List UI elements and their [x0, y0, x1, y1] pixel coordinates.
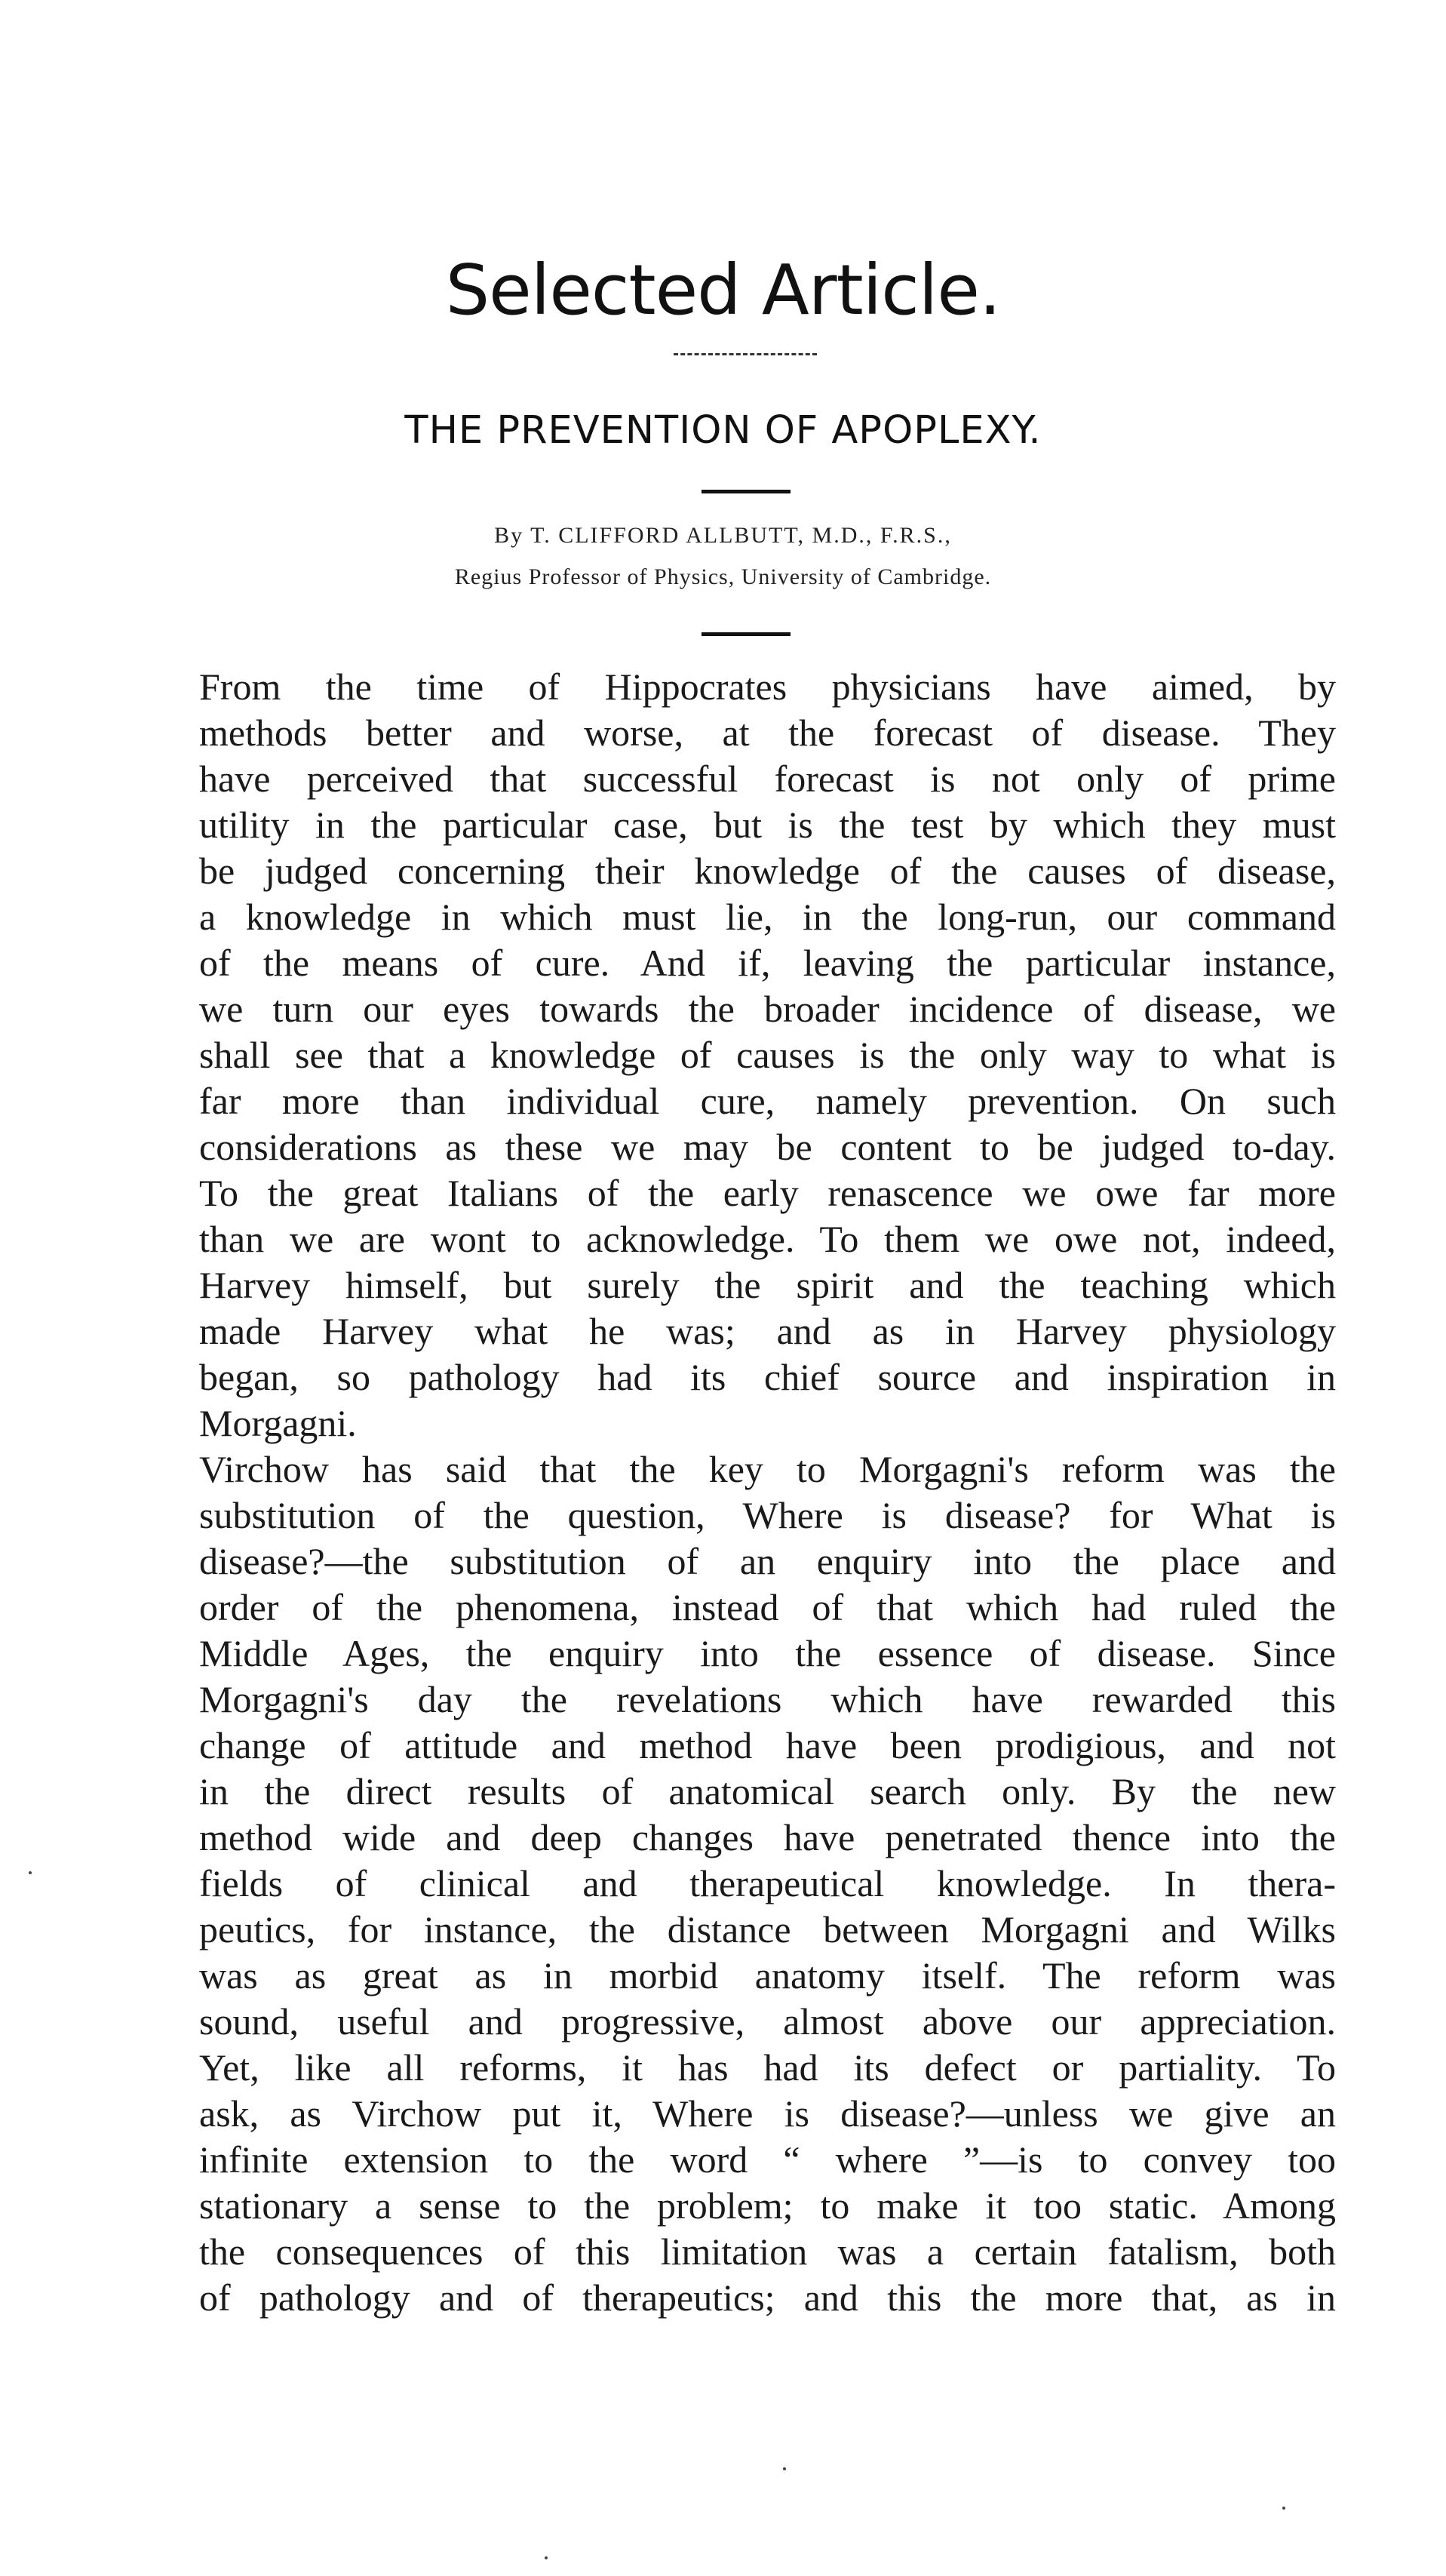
text-line: far more than individual cure, namely prevention. On such — [199, 1080, 1336, 1122]
text-line: have perceived that successful forecast is not only of prime — [199, 758, 1336, 800]
paragraph-2 — [148, 1446, 1336, 2321]
text-line: the consequences of this limitation was a certain fatalism, both — [199, 2230, 1336, 2273]
print-speck — [29, 1871, 32, 1874]
text-line: To the great Italians of the early renascence we owe far more — [199, 1172, 1336, 1214]
text-line: ask, as Virchow put it, Where is disease?—unless we give an — [199, 2092, 1336, 2135]
text-line: of pathology and of therapeutics; and this the more that, as in — [199, 2276, 1336, 2319]
text-line: From the time of Hippocrates physicians have aimed, by — [199, 666, 1336, 708]
text-line: method wide and deep changes have penetrated thence into the — [199, 1816, 1336, 1858]
paragraph-1 — [148, 664, 1336, 1446]
byline-rule — [702, 632, 791, 636]
text-line: sound, useful and progressive, almost above our appreciation. — [199, 2000, 1336, 2043]
author-byline: By T. CLIFFORD ALLBUTT, M.D., F.R.S., — [494, 523, 952, 548]
print-speck — [545, 2556, 548, 2559]
text-line: change of attitude and method have been prodigious, and not — [199, 1724, 1336, 1766]
text-line: Virchow has said that the key to Morgagni's reform was the — [199, 1448, 1336, 1490]
text-line: a knowledge in which must lie, in the long-run, our command — [199, 896, 1336, 938]
text-line: infinite extension to the word “ where ”—is to convey too — [199, 2138, 1336, 2181]
text-line: considerations as these we may be content to be judged to-day. — [199, 1126, 1336, 1168]
text-line: was as great as in morbid anatomy itself. The reform was — [199, 1954, 1336, 1997]
text-line: Morgagni. — [199, 1402, 357, 1444]
text-line: of the means of cure. And if, leaving the particular instance, — [199, 942, 1336, 984]
text-line: disease?—the substitution of an enquiry into the place and — [199, 1540, 1336, 1582]
text-line: we turn our eyes towards the broader incidence of disease, we — [199, 988, 1336, 1030]
text-line: be judged concerning their knowledge of the causes of disease, — [199, 850, 1336, 892]
text-line: order of the phenomena, instead of that which had ruled the — [199, 1586, 1336, 1628]
text-line: in the direct results of anatomical search only. By the new — [199, 1770, 1336, 1812]
text-line: shall see that a knowledge of causes is the only way to what is — [199, 1034, 1336, 1076]
ornament-divider — [674, 353, 817, 358]
text-line: methods better and worse, at the forecast of disease. They — [199, 712, 1336, 754]
article-body — [148, 664, 1336, 2321]
text-line: substitution of the question, Where is disease? for What is — [199, 1494, 1336, 1536]
title-rule — [702, 490, 791, 493]
text-line: Harvey himself, but surely the spirit and the teaching which — [199, 1264, 1336, 1306]
text-line: fields of clinical and therapeutical knowledge. In thera- — [199, 1862, 1336, 1904]
text-line: utility in the particular case, but is the test by which they must — [199, 804, 1336, 846]
text-line: made Harvey what he was; and as in Harvey physiology — [199, 1310, 1336, 1352]
text-line: stationary a sense to the problem; to make it too static. Among — [199, 2184, 1336, 2227]
text-line: than we are wont to acknowledge. To them we owe not, indeed, — [199, 1218, 1336, 1260]
author-affiliation: Regius Professor of Physics, University of Cambridge. — [454, 564, 992, 589]
text-line: peutics, for instance, the distance between Morgagni and Wilks — [199, 1908, 1336, 1950]
text-line: Morgagni's day the revelations which have rewarded this — [199, 1678, 1336, 1720]
text-line: began, so pathology had its chief source and inspiration in — [199, 1356, 1336, 1398]
print-speck — [1282, 2507, 1285, 2510]
section-heading: Selected Article. — [445, 250, 1001, 330]
text-line: Yet, like all reforms, it has had its defect or partiality. To — [199, 2046, 1336, 2089]
article-title: THE PREVENTION OF APOPLEXY. — [404, 408, 1042, 453]
text-line: Middle Ages, the enquiry into the essence of disease. Since — [199, 1632, 1336, 1674]
print-speck — [783, 2467, 786, 2470]
